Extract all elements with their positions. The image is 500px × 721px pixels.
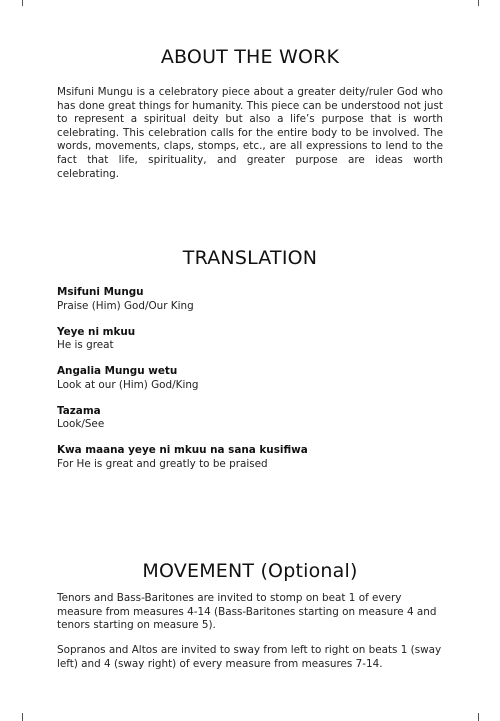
english-line: For He is great and greatly to be praised [57,457,268,470]
crop-mark-top-right [478,0,479,6]
translation-item [57,286,443,326]
translation-list [57,286,443,484]
swahili-line: Tazama [57,404,101,417]
crop-mark-bottom-left [22,713,23,721]
translation-item [57,405,443,445]
translation-item [57,365,443,405]
swahili-line: Angalia Mungu wetu [57,365,178,377]
about-heading: ABOUT THE WORK [160,46,340,68]
english-line: Praise (Him) God/Our King [57,299,194,312]
english-line: He is great [57,339,114,352]
english-line: Look at our (Him) God/King [57,378,199,391]
about-body: Msifuni Mungu is a celebratory piece about a greater deity/ruler God who has done great things for humanity. This piece can be understood not just to represent a spiritual deity but also a life’s purpose that is worth celebrating. This celebration calls for the entire body to be involved. The words, movements, claps, stomps, etc., are all expressions to lend to the fact that life, spirituality, and greater purpose are ideas worth celebrating. [57,86,443,180]
swahili-line: Msifuni Mungu [57,286,144,298]
movement-paragraph: Tenors and Bass-Baritones are invited to stomp on beat 1 of every measure from measures 4-14 (Bass-Baritones starting on measure 4 and tenors starting on measure 5). [57,592,437,632]
swahili-line: Kwa maana yeye ni mkuu na sana kusifiwa [57,444,308,456]
translation-item [57,444,443,484]
translation-item [57,326,443,366]
crop-mark-bottom-right [478,713,479,721]
movement-heading: MOVEMENT (Optional) [142,560,358,582]
swahili-line: Yeye ni mkuu [57,325,136,338]
english-line: Look/See [57,418,105,431]
movement-paragraph: Sopranos and Altos are invited to sway from left to right on beats 1 (sway left) and 4 (sway right) of every measure from measures 7-14. [57,644,442,670]
crop-mark-top-left [22,0,23,6]
translation-heading: TRANSLATION [182,247,318,269]
